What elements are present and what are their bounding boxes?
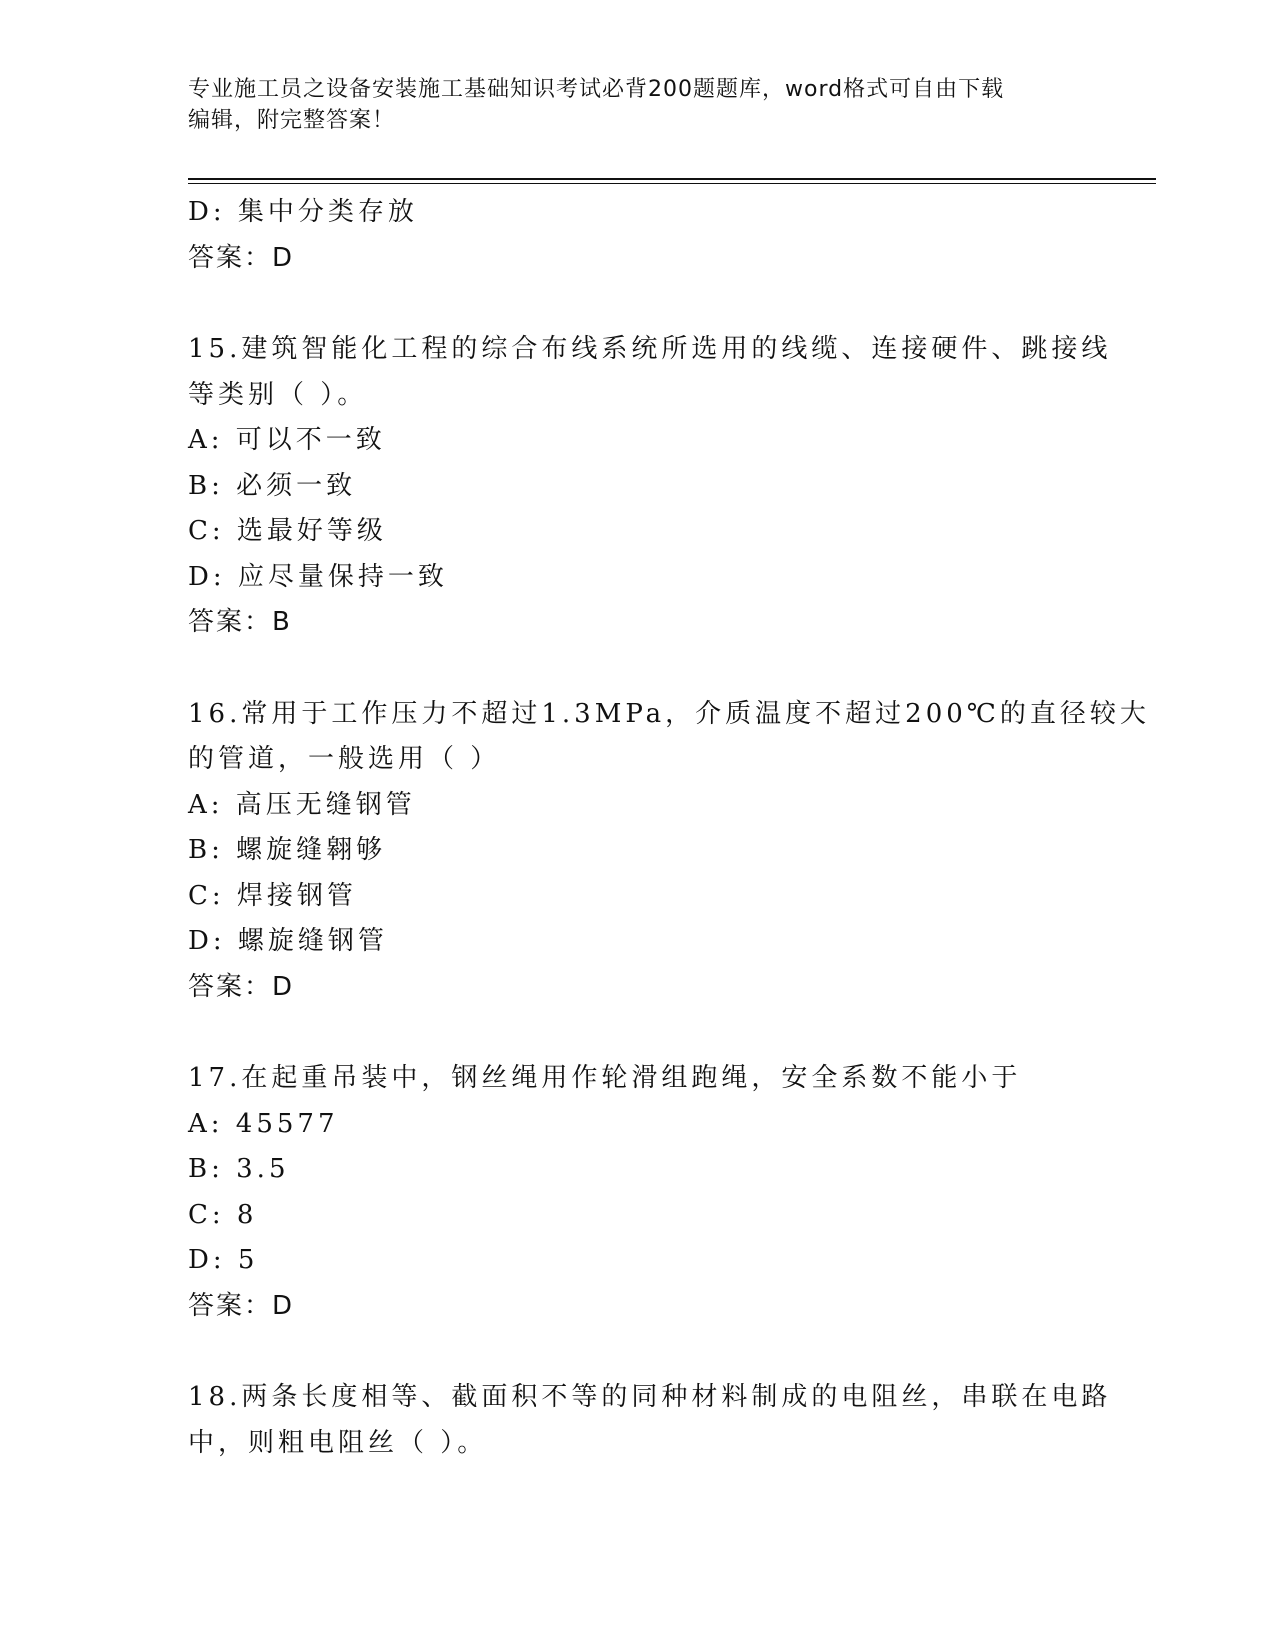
question-stem: 16.常用于工作压力不超过1.3MPa，介质温度不超过200℃的直径较大 — [188, 698, 1150, 729]
option-d: D: 应尽量保持一致 — [188, 561, 448, 592]
document-header — [188, 74, 1088, 136]
answer-line: 答案：D — [188, 1290, 295, 1321]
option-c: C: 选最好等级 — [188, 516, 387, 546]
answer-line: 答案：D — [188, 242, 295, 273]
spacer — [188, 646, 1088, 692]
header-divider-thin — [188, 183, 1156, 184]
header-title-line-1: 专业施工员之设备安装施工基础知识考试必背200题题库，word格式可自由下载 — [188, 77, 1005, 102]
spacer — [188, 1010, 1088, 1056]
question-stem: 15.建筑智能化工程的综合布线系统所选用的线缆、连接硬件、跳接线 — [188, 334, 1112, 364]
option-d: D: 5 — [188, 1245, 259, 1275]
question-stem-continued: 等类别（ ）。 — [188, 379, 368, 410]
question-stem-continued: 中，则粗电阻丝（ ）。 — [188, 1427, 488, 1458]
option-d: D: 集中分类存放 — [188, 197, 418, 227]
question-stem: 18.两条长度相等、截面积不等的同种材料制成的电阻丝，串联在电路 — [188, 1382, 1112, 1412]
option-a: A: 可以不一致 — [188, 425, 386, 455]
option-a: A: 45577 — [188, 1108, 339, 1139]
option-c: C: 8 — [188, 1199, 258, 1230]
header-title-line-2: 编辑，附完整答案！ — [188, 108, 396, 133]
answer-line: 答案：D — [188, 971, 295, 1002]
spacer — [188, 281, 1088, 327]
option-c: C: 焊接钢管 — [188, 880, 357, 911]
option-d: D: 螺旋缝钢管 — [188, 926, 388, 956]
document-body — [188, 190, 1150, 1466]
spacer — [188, 1329, 1088, 1375]
question-block — [188, 1375, 1112, 1466]
option-b: B: 3.5 — [188, 1154, 290, 1184]
option-a: A: 高压无缝钢管 — [188, 789, 416, 820]
option-b: B: 螺旋缝翱够 — [188, 835, 387, 865]
question-block — [188, 1056, 1088, 1329]
question-block — [188, 692, 1150, 1011]
question-stem-continued: 的管道，一般选用（ ） — [188, 744, 501, 774]
header-divider-thick — [188, 178, 1156, 180]
question-block — [188, 327, 1112, 646]
option-b: B: 必须一致 — [188, 470, 357, 501]
answer-line: 答案：B — [188, 607, 292, 637]
question-stem: 17.在起重吊装中，钢丝绳用作轮滑组跑绳，安全系数不能小于 — [188, 1063, 1022, 1093]
